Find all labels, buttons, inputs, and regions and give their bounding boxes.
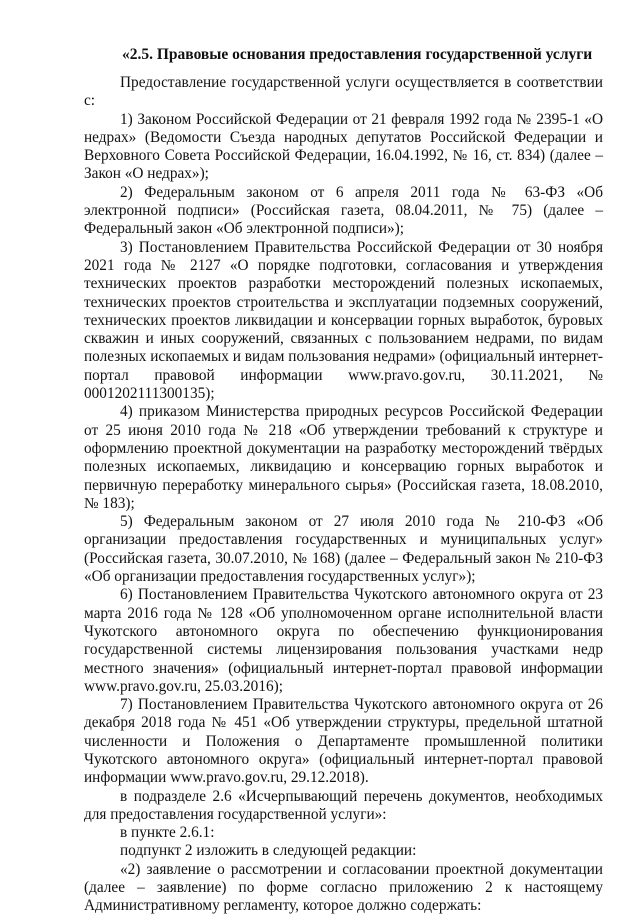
paragraph-point-2-6-1: в пункте 2.6.1: [120, 824, 215, 842]
paragraph-item-2: 2) Федеральным законом от 6 апреля 2011 года № 63-ФЗ «Об электронной подписи» (Российская газета, 08.04.2011, № 75) (далее – Федеральный закон «Об электронной подписи»); [84, 183, 603, 238]
paragraph-application-text: «2) заявление о рассмотрении и согласовании проектной документации (далее – заявление) по форме согласно приложению 2 к настоящему Административному регламенту, которое должно содержать: [84, 860, 603, 915]
paragraph-item-1: 1) Законом Российской Федерации от 21 февраля 1992 года № 2395-1 «О недрах» (Ведомости Съезда народных депутатов Российской Федерации и Верховного Совета Российской Федерации, 16.04.1992, № 16, ст. 834) (далее – Закон «О недрах»); [84, 110, 603, 183]
paragraph-subsection-2-6: в подразделе 2.6 «Исчерпывающий перечень документов, необходимых для предоставления государственной услуги»: [84, 787, 603, 823]
paragraph-item-5: 5) Федеральным законом от 27 июля 2010 года № 210-ФЗ «Об организации предоставления государственных и муниципальных услуг» (Российская газета, 30.07.2010, № 168) (далее – Федеральный закон № 210-ФЗ «Об организации предоставления государственных услуг»); [84, 513, 603, 586]
paragraph-item-6: 6) Постановлением Правительства Чукотского автономного округа от 23 марта 2016 года № 128 «Об уполномоченном органе исполнительной власти Чукотского автономного округа по обеспечению функционирования государственной системы лицензирования пользования участками недр местного значения» (официальный интернет-портал правовой информации www.pravo.gov.ru, 25.03.2016); [84, 586, 603, 695]
paragraph-item-7: 7) Постановлением Правительства Чукотского автономного округа от 26 декабря 2018 года № 451 «Об утверждении структуры, предельной штатной численности и Положения о Департаменте промышленной политики Чукотского автономного округа» (официальный интернет-портал правовой информации www.pravo.gov.ru, 29.12.2018). [84, 696, 603, 787]
paragraph-item-3: 3) Постановлением Правительства Российской Федерации от 30 ноября 2021 года № 2127 «О порядке подготовки, согласования и утверждения технических проектов разработки месторождений полезных ископаемых, технических проектов строительства и эксплуатации подземных сооружений, технических проектов ликвидации и консервации горных выработок, буровых скважин и иных сооружений, связанных с пользованием недрами, по видам полезных ископаемых и видам пользования недрами» (официальный интернет-портал правовой информации www.pravo.gov.ru, 30.11.2021, № 0001202111300135); [84, 238, 603, 403]
section-heading: «2.5. Правовые основания предоставления государственной услуги [122, 46, 593, 63]
paragraph-subpoint-2: подпункт 2 изложить в следующей редакции: [120, 842, 417, 860]
paragraph-item-4: 4) приказом Министерства природных ресурсов Российской Федерации от 25 июня 2010 года № 218 «Об утверждении требований к структуре и оформлению проектной документации на разработку месторождений твёрдых полезных ископаемых, ликвидацию и консервацию горных выработок и первичную переработку минерального сырья» (Российская газета, 18.08.2010, № 183); [84, 403, 603, 512]
paragraph-intro: Предоставление государственной услуги осуществляется в соответствии с: [84, 74, 603, 110]
